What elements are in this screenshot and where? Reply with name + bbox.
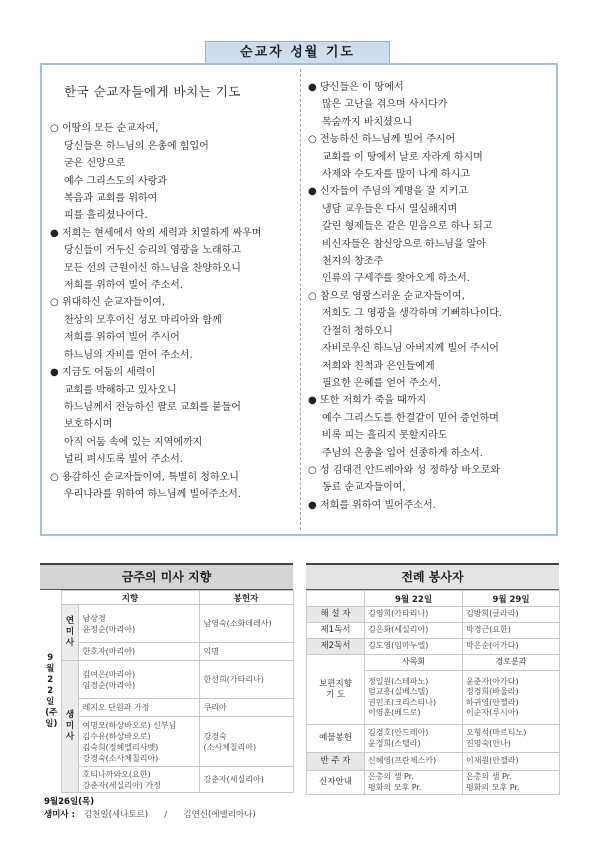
server-cell: 정일원(스테파노) 엄교흥(실베스텔) 권민조(크리스티나) 이영훈(베드로) xyxy=(365,671,463,725)
server-cell: 김방희(글라라) xyxy=(463,607,560,623)
prayer-line: 모든 선의 근원이신 하느님을 찬양하오니 xyxy=(64,262,241,274)
filled-circle-icon: ● xyxy=(308,499,317,511)
prayer-stanza xyxy=(50,120,298,224)
mass-intention-cell: 남상경 윤정순(마리아) xyxy=(78,605,199,643)
prayer-line: 당신들이 거두신 승리의 영광을 노래하고 xyxy=(64,245,241,257)
prayer-line: 천지의 창조주 xyxy=(322,256,384,268)
open-circle-icon: ○ xyxy=(308,134,317,146)
prayer-line: 목숨까지 바치셨으니 xyxy=(322,116,413,128)
stanza-lines xyxy=(62,294,298,364)
col-donor-header: 봉헌자 xyxy=(199,591,293,605)
stanza-lines xyxy=(320,79,554,131)
mass-donor-cell: 강경숙 (소사체칠리아) xyxy=(199,717,293,767)
server-cell: 은총의 샘 Pr. 평화의 모후 Pr. xyxy=(463,771,560,795)
prayer-box xyxy=(40,63,558,536)
mass-intention-cell: 여명모(하상바오로) 신부님 김수유(하상바오로) 김숙희(정혜엘리사벳) 강경숙(소사체칠리아) xyxy=(78,717,199,767)
prayer-line: 자비로우신 하느님 아버지께 빌어 주시어 xyxy=(322,343,499,355)
stanza-lines xyxy=(320,392,554,462)
role-label: 신자안내 xyxy=(307,771,365,795)
server-cell: 김도영(임마누엘) xyxy=(365,639,463,655)
saengmisa-text: 생미사 xyxy=(65,710,75,742)
date1-header: 9월 22일 xyxy=(365,591,463,607)
filled-circle-icon: ● xyxy=(308,186,317,198)
yeonmisa-text: 연미사 xyxy=(65,616,75,648)
mass-table-title: 금주의 미사 지향 xyxy=(40,563,293,590)
liturgy-servers-section xyxy=(306,563,559,795)
prayer-stanza xyxy=(50,364,298,468)
stanza-lines xyxy=(62,225,298,295)
prayer-stanza xyxy=(308,392,554,462)
column-divider xyxy=(300,69,301,530)
server-cell: 윤춘자(아가다) 정경희(바울라) 하귀영(안젤라) 이순자(루시아) xyxy=(463,671,560,725)
mass-intention-cell: 김여은(마리아) 임경순(마리아) xyxy=(78,661,199,699)
mass-date xyxy=(40,591,61,793)
filled-circle-icon: ● xyxy=(308,395,317,407)
filled-circle-icon: ● xyxy=(308,82,317,93)
mass-intention-cell: 한호자(마리아) xyxy=(78,643,199,661)
server-cell: 신혜영(프란체스카) xyxy=(365,753,463,771)
prayer-left-column xyxy=(50,65,298,503)
prayer-line: 교회를 박해하고 있사오니 xyxy=(64,384,177,396)
prayer-line: 저희와 친척과 은인들에게 xyxy=(322,360,435,372)
footer-date: 9월26일(목) xyxy=(44,797,95,807)
prayer-line: 피를 흘리셨나이다. xyxy=(64,210,148,222)
stanza-lines xyxy=(320,462,554,497)
mass-donor-cell: 쿠리아 xyxy=(199,699,293,717)
prayer-line: 주님의 은총을 입어 선종하게 하소서. xyxy=(322,447,483,459)
prayer-line: 비신자들은 참신앙으로 하느님을 알아 xyxy=(322,238,487,250)
prayer-line: 비록 피는 흘리지 못할지라도 xyxy=(322,430,448,442)
prayer-line: 사제와 수도자를 많이 나게 하시고 xyxy=(322,169,470,181)
prayer-line: 하느님께서 전능하신 팔로 교회를 붙들어 xyxy=(64,401,241,413)
mass-intention-section xyxy=(40,563,293,822)
prayer-line: 전능하신 하느님께 빌어 주시어 xyxy=(320,134,456,146)
prayer-line: 우리나라를 위하여 하느님께 빌어주소서. xyxy=(64,488,241,500)
filled-circle-icon: ● xyxy=(50,227,59,239)
prayer-stanza xyxy=(50,469,298,504)
open-circle-icon: ○ xyxy=(308,290,317,302)
stanza-lines xyxy=(320,497,554,514)
mass-donor-cell: 강춘자(세실리아) xyxy=(199,767,293,793)
left-stanzas xyxy=(50,120,298,503)
server-cell: 이재원(안젤라) xyxy=(463,753,560,771)
server-cell: 은총의 샘 Pr. 평화의 모후 Pr. xyxy=(365,771,463,795)
prayer-stanza xyxy=(50,294,298,364)
role-label: 보편지향 기 도 xyxy=(307,655,365,725)
page-title: 순교자 성월 기도 xyxy=(205,41,390,65)
prayer-line: 널리 펴시도록 빌어 주소서. xyxy=(64,454,183,466)
role-label: 예물봉헌 xyxy=(307,725,365,753)
right-stanzas xyxy=(308,79,554,514)
prayer-stanza xyxy=(50,225,298,295)
server-cell: 김은화(세실리아) xyxy=(365,623,463,639)
prayer-line: 당신들은 이 땅에서 xyxy=(320,82,404,93)
role-label: 해 설 자 xyxy=(307,607,365,623)
prayer-line: 교회를 이 땅에서 날로 자라게 하시며 xyxy=(322,151,483,163)
prayer-stanza xyxy=(308,183,554,287)
prayer-stanza xyxy=(308,288,554,392)
role-label: 제2독서 xyxy=(307,639,365,655)
prayer-line: 동료 순교자들이여, xyxy=(322,482,406,494)
open-circle-icon: ○ xyxy=(50,123,59,135)
prayer-line: 갈린 형제들은 같은 믿음으로 하나 되고 xyxy=(322,221,493,233)
open-circle-icon: ○ xyxy=(308,464,317,476)
date2-header: 9월 29일 xyxy=(463,591,560,607)
subheader-cell: 사목회 xyxy=(365,655,463,671)
open-circle-icon: ○ xyxy=(50,471,59,483)
prayer-stanza xyxy=(308,131,554,183)
prayer-line: 신자들이 주님의 계명을 잘 지키고 xyxy=(320,186,468,198)
mass-donor-cell: 익명 xyxy=(199,643,293,661)
prayer-line: 인류의 구세주를 찾아오게 하소서. xyxy=(322,273,470,285)
prayer-line: 많은 고난을 겪으며 사시다가 xyxy=(322,99,448,111)
prayer-right-column xyxy=(308,79,554,514)
mass-date-text: 9월 22일 (주일) xyxy=(45,653,58,729)
mass-donor-cell: 한선희(가타리나) xyxy=(199,661,293,699)
prayer-line: 저희를 위하여 빌어 주소서. xyxy=(64,280,183,292)
prayer-line: 예수 그리스도를 한결같이 믿어 증언하며 xyxy=(322,412,499,424)
server-cell: 박은순(아가다) xyxy=(463,639,560,655)
prayer-line: 복음과 교회를 위하여 xyxy=(64,193,158,205)
role-label: 반 주 자 xyxy=(307,753,365,771)
prayer-line: 위대하신 순교자들이여, xyxy=(62,297,165,309)
prayer-line: 하느님의 자비를 얻어 주소서. xyxy=(64,349,193,361)
footer-label: 생미사 : xyxy=(44,810,75,820)
stanza-lines xyxy=(62,120,298,224)
prayer-line: 간절히 청하오니 xyxy=(322,325,393,337)
stanza-lines xyxy=(320,131,554,183)
filled-circle-icon: ● xyxy=(50,367,59,379)
mass-donor-cell: 남영숙(소화데레사) xyxy=(199,605,293,643)
mass-intention-cell: 호티나까와오(요한) 강춘자(세실리아) 가정 xyxy=(78,767,199,793)
subheader-cell: 경로분과 xyxy=(463,655,560,671)
prayer-line: 필요한 은혜를 얻어 주소서. xyxy=(322,377,441,389)
prayer-line: 저희를 위하여 빌어주소서. xyxy=(320,499,436,511)
mass-footer xyxy=(40,793,293,822)
stanza-lines xyxy=(62,364,298,468)
stanza-lines xyxy=(320,183,554,287)
prayer-stanza xyxy=(308,79,554,131)
prayer-line: 또한 저희가 죽을 때까지 xyxy=(320,395,427,407)
footer-line xyxy=(44,809,289,822)
prayer-line: 지금도 어둠의 세력이 xyxy=(62,367,156,379)
saengmisa-label xyxy=(61,661,78,793)
prayer-stanza xyxy=(308,462,554,497)
footer-names: 김천일(세나토르) / 김연신(에델리아나) xyxy=(83,810,256,820)
prayer-line: 저희를 위하여 빌어 주시어 xyxy=(64,332,180,344)
server-cell: 오형석(마르티노) 진명숙(안나) xyxy=(463,725,560,753)
prayer-heading: 한국 순교자들에게 바치는 기도 xyxy=(64,84,241,99)
prayer-line: 예수 그리스도의 사랑과 xyxy=(64,175,167,187)
prayer-line: 용감하신 순교자들이여, 특별히 청하오니 xyxy=(62,471,239,483)
prayer-line: 저희는 현세에서 악의 세력과 치열하게 싸우며 xyxy=(62,227,262,239)
prayer-line: 천상의 모후이신 성모 마리아와 함께 xyxy=(64,314,222,326)
prayer-line: 참으로 영광스러운 순교자들이여, xyxy=(320,290,465,302)
mass-intention-table xyxy=(40,590,294,793)
col-intention-header: 지향 xyxy=(61,591,199,605)
prayer-line: 보호하시며 xyxy=(64,419,113,431)
prayer-line: 아직 어둠 속에 있는 지역에까지 xyxy=(64,436,203,448)
mass-intention-cell: 레지오 단원과 가정 xyxy=(78,699,199,717)
stanza-lines xyxy=(320,288,554,392)
prayer-line: 굳은 신앙으로 xyxy=(64,158,126,170)
yeonmisa-label xyxy=(61,605,78,661)
prayer-line: 냉담 교우들은 다시 열심해지며 xyxy=(322,203,458,215)
stanza-lines xyxy=(62,469,298,504)
role-label: 제1독서 xyxy=(307,623,365,639)
open-circle-icon: ○ xyxy=(50,297,59,309)
empty-header xyxy=(307,591,365,607)
liturgy-servers-table xyxy=(306,590,560,795)
prayer-stanza xyxy=(308,497,554,514)
prayer-line: 이땅의 모든 순교자여, xyxy=(62,123,159,135)
server-cell: 박경근(요한) xyxy=(463,623,560,639)
prayer-line: 성 김대건 안드레아와 성 정하상 바오로와 xyxy=(320,464,501,476)
prayer-line: 당신들은 하느님의 은총에 힘입어 xyxy=(64,140,209,152)
server-cell: 김경호(안드레아) 윤경희(스텔라) xyxy=(365,725,463,753)
servers-table-title: 전례 봉사자 xyxy=(306,563,559,590)
server-cell: 김영희(가타리나) xyxy=(365,607,463,623)
prayer-line: 저희도 그 영광을 생각하며 기뻐하나이다. xyxy=(322,308,503,320)
